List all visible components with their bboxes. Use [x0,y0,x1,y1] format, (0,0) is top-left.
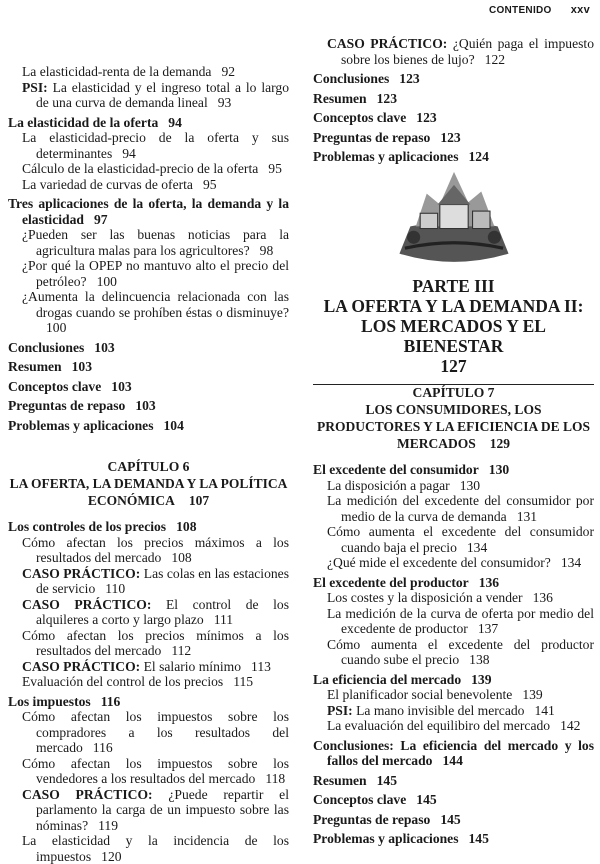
chapter-title-text: LOS CONSUMIDORES, LOS PRODUCTORES Y LA EFICIENCIA DE LOS MERCADOS [317,402,590,451]
entry-title: Evaluación del control de los precios [22,674,224,689]
toc-right-column [313,36,594,165]
chapter-title [313,401,594,452]
entry-page-number: 141 [534,702,555,718]
toc-left-column-chapter-6 [8,458,289,864]
chapter-label: CAPÍTULO 7 [412,385,495,400]
entry-title: La medición de la curva de oferta por medio del excedente de productor [327,605,594,636]
entry-page-number: 93 [217,95,232,110]
toc-subsection-entry[interactable] [8,177,289,193]
entry-title: Preguntas de repaso [313,129,431,145]
entry-title: Cómo afectan los impuestos sobre los compradores a los resultados del mercado [22,709,289,755]
entry-page-number: 100 [46,320,67,335]
entry-page-number: 120 [101,848,122,864]
toc-subsection-entry[interactable] [8,709,289,756]
header-page-number: xxv [570,4,590,16]
entry-title: Conceptos clave [8,378,102,394]
toc-left-column [8,64,289,433]
toc-subsection-entry[interactable] [313,524,594,555]
entry-page-number: 123 [416,110,437,125]
entry-title: Conclusiones [313,71,390,86]
toc-subsection-entry[interactable] [8,756,289,787]
entry-title: ¿Pueden ser las buenas noticias para la agricultura malas para los agricultores? [22,227,289,258]
toc-subsection-entry[interactable] [313,703,594,719]
entry-page-number: 116 [92,740,113,755]
entry-page-number: 100 [96,273,117,289]
toc-section-entry[interactable] [313,71,594,87]
entry-page-number: 97 [93,211,108,227]
entry-title: Cómo afectan los precios máximos a los resultados del mercado [22,534,289,565]
entry-page-number: 108 [176,519,197,534]
entry-page-number: 103 [71,359,93,374]
entry-title: La elasticidad de la oferta [8,114,159,130]
entry-title: La elasticidad-renta de la demanda [22,64,212,79]
entry-page-number: 130 [488,462,510,477]
entry-page-number: 116 [100,693,121,709]
toc-subsection-entry[interactable] [8,64,289,80]
entry-title: Las colas en las estaciones de servicio [36,565,290,596]
entry-page-number: 145 [440,811,461,827]
entry-page-number: 145 [468,831,489,846]
entry-page-number: 123 [376,90,398,106]
entry-title: Problemas y aplicaciones [8,417,154,433]
entry-page-number: 139 [471,671,492,687]
entry-title: ¿Aumenta la delincuencia relacionada con las drogas cuando se prohíben éstas o disminuye? [22,289,289,320]
entry-title: El control de los alquileres a corto y largo plazo [36,596,290,627]
entry-title: La eficiencia del mercado [313,671,462,687]
part-title: LA OFERTA Y LA DEMANDA II: LOS MERCADOS Y EL BIENESTAR [323,296,584,356]
toc-subsection-entry[interactable] [313,637,594,668]
toc-section-entry[interactable] [313,91,594,107]
entry-title: Cómo aumenta el excedente del consumidor cuando baja el precio [327,524,594,555]
toc-section-entry[interactable] [313,575,594,591]
entry-page-number: 144 [442,753,463,768]
entry-title: La elasticidad y el ingreso total a lo largo de una curva de demanda lineal [36,79,289,110]
toc-subsection-entry[interactable] [313,606,594,637]
part-heading [313,276,594,376]
entry-title: La medición del excedente del consumidor por medio de la curva de demanda [327,493,594,524]
toc-subsection-entry[interactable] [8,597,289,628]
entry-page-number: 136 [532,590,553,605]
entry-label-prefix: CASO PRÁCTICO: [22,658,141,674]
entry-label-prefix: CASO PRÁCTICO: [327,36,448,51]
toc-subsection-entry[interactable] [8,628,289,659]
entry-page-number: 115 [233,674,254,689]
entry-page-number: 123 [440,129,461,145]
entry-title: Problemas y aplicaciones [313,831,459,846]
entry-title: La elasticidad y la incidencia de los impuestos [22,833,289,864]
entry-page-number: 103 [111,378,132,394]
toc-section-entry[interactable] [313,130,594,146]
toc-subsection-entry[interactable] [313,687,594,703]
entry-label-prefix: PSI: [327,702,353,718]
entry-title: Cómo aumenta el excedente del productor cuando sube el precio [327,636,594,667]
toc-subsection-entry[interactable] [8,566,289,597]
entry-title: Conceptos clave [313,792,407,807]
toc-section-entry[interactable] [8,359,289,375]
chapter-label: CAPÍTULO 6 [107,459,190,474]
entry-title: Cómo afectan los precios mínimos a los resultados del mercado [22,627,289,658]
toc-right-column-chapter-7 [313,384,594,847]
entry-page-number: 94 [122,145,136,161]
toc-section-entry[interactable] [8,196,289,227]
toc-subsection-entry[interactable] [8,227,289,258]
toc-subsection-entry[interactable] [8,787,289,834]
entry-page-number: 139 [522,687,543,702]
part-page: 127 [440,356,467,376]
entry-title: ¿Por qué la OPEP no mantuvo alto el precio del petróleo? [22,258,289,289]
toc-section-entry[interactable] [8,694,289,710]
chapter-heading [313,384,594,452]
toc-section-entry[interactable] [313,792,594,808]
entry-page-number: 138 [469,652,490,667]
running-header [489,4,590,17]
entry-page-number: 136 [478,574,500,590]
entry-title: Los costes y la disposición a vender [327,590,523,605]
chapter-page: 129 [489,436,510,451]
entry-title: Preguntas de repaso [8,398,126,413]
entry-page-number: 98 [259,242,274,258]
entry-title: Resumen [313,772,367,788]
entry-page-number: 95 [202,176,217,192]
entry-page-number: 104 [163,417,184,433]
toc-section-entry[interactable] [8,519,289,535]
toc-section-entry[interactable] [313,672,594,688]
entry-title: Conclusiones: La eficiencia del mercado y los fallos del mercado [313,737,594,768]
entry-page-number: 122 [484,51,506,67]
toc-subsection-entry[interactable] [313,718,594,734]
entry-title: ¿Qué mide el excedente del consumidor? [327,555,551,570]
entry-title: Los impuestos [8,693,91,709]
entry-title: Tres aplicaciones de la oferta, la demanda y la elasticidad [8,196,289,227]
entry-title: ¿Quién paga el impuesto sobre los bienes de lujo? [341,36,594,67]
toc-subsection-entry[interactable] [8,258,289,289]
entry-page-number: 130 [459,477,481,493]
entry-title: ¿Puede repartir el parlamento la carga de un impuesto sobre las nóminas? [36,786,289,833]
toc-section-entry[interactable] [313,812,594,828]
entry-page-number: 108 [171,550,192,565]
toc-subsection-entry[interactable] [313,555,594,571]
toc-subsection-entry[interactable] [313,493,594,524]
entry-title: Preguntas de repaso [313,811,431,827]
toc-subsection-entry[interactable] [8,659,289,675]
entry-title: Conceptos clave [313,110,407,125]
entry-page-number: 134 [560,555,582,570]
entry-page-number: 123 [399,71,420,86]
entry-page-number: 124 [468,149,489,164]
entry-page-number: 142 [560,718,581,733]
toc-section-entry[interactable] [313,462,594,478]
part-illustration-town [394,150,514,270]
entry-page-number: 145 [376,772,398,788]
entry-title: La disposición a pagar [327,477,450,493]
entry-title: Problemas y aplicaciones [313,149,459,164]
entry-title: Conclusiones [8,339,85,355]
entry-page-number: 110 [105,581,126,596]
toc-subsection-entry[interactable] [8,161,289,177]
entry-page-number: 145 [416,792,437,807]
toc-subsection-entry[interactable] [8,130,289,161]
toc-section-entry[interactable] [8,398,289,414]
entry-title: Cómo afectan los impuestos sobre los vendedores a los resultados del mercado [22,755,289,786]
chapter-title [8,475,289,509]
toc-subsection-entry[interactable] [313,478,594,494]
toc-section-entry[interactable] [313,773,594,789]
entry-label-prefix: CASO PRÁCTICO: [22,596,152,612]
entry-page-number: 94 [168,114,182,130]
toc-subsection-entry[interactable] [313,590,594,606]
toc-subsection-entry[interactable] [8,535,289,566]
toc-subsection-entry[interactable] [8,80,289,111]
toc-subsection-entry[interactable] [313,36,594,67]
toc-subsection-entry[interactable] [8,674,289,690]
entry-page-number: 137 [477,621,499,636]
entry-title: Resumen [313,90,367,106]
entry-title: La elasticidad-precio de la oferta y sus determinantes [22,130,289,161]
entry-page-number: 111 [213,612,234,627]
chapter-page: 107 [188,493,210,508]
entry-page-number: 103 [135,398,156,413]
entry-label-prefix: PSI: [22,79,48,95]
toc-subsection-entry[interactable] [8,289,289,336]
header-section: CONTENIDO [488,5,552,16]
entry-title: La evaluación del equilibiro del mercado [327,718,551,733]
toc-section-entry[interactable] [313,738,594,769]
entry-page-number: 95 [268,161,282,176]
chapter-heading [8,458,289,509]
entry-page-number: 118 [265,771,286,786]
toc-section-entry[interactable] [313,831,594,847]
toc-section-entry[interactable] [8,115,289,131]
entry-title: El excedente del consumidor [313,462,479,477]
entry-title: La mano invisible del mercado [356,702,525,718]
part-label: PARTE III [412,276,495,296]
toc-section-entry[interactable] [8,379,289,395]
entry-label-prefix: CASO PRÁCTICO: [22,565,141,581]
entry-title: Resumen [8,359,62,374]
entry-page-number: 92 [221,64,236,79]
entry-page-number: 103 [94,339,115,355]
entry-label-prefix: CASO PRÁCTICO: [22,786,153,802]
entry-page-number: 112 [171,643,192,658]
toc-section-entry[interactable] [8,418,289,434]
entry-title: Los controles de los precios [8,519,167,534]
chapter-title-text: LA OFERTA, LA DEMANDA Y LA POLÍTICA ECONÓMICA [9,476,288,508]
entry-page-number: 113 [251,658,271,674]
toc-section-entry[interactable] [313,110,594,126]
toc-section-entry[interactable] [8,340,289,356]
entry-page-number: 119 [98,817,118,833]
entry-title: El planificador social benevolente [327,687,513,702]
entry-title: El salario mínimo [143,658,242,674]
entry-title: La variedad de curvas de oferta [22,176,193,192]
entry-page-number: 131 [516,508,538,524]
entry-page-number: 134 [466,539,488,555]
toc-right-column-part-3 [313,150,594,385]
entry-title: Cálculo de la elasticidad-precio de la oferta [22,161,259,176]
entry-title: El excedente del productor [313,574,469,590]
